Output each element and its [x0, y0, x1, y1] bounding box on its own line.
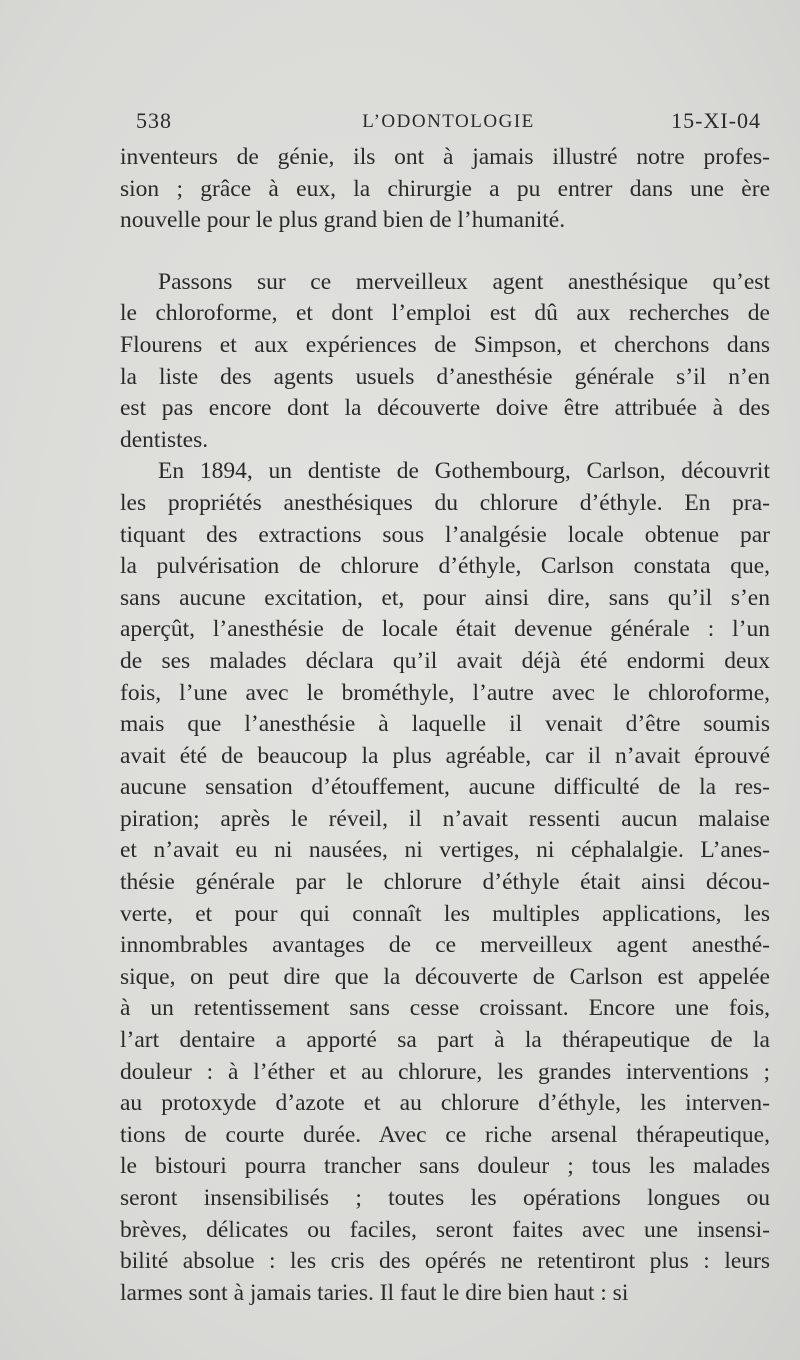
text-line: mais que l’anesthésie à laquelle il venait d’être soumis: [120, 711, 770, 738]
text-line: nouvelle pour le plus grand bien de l’humanité.: [120, 207, 566, 234]
text-line: inventeurs de génie, ils ont à jamais illustré notre profes-: [120, 144, 770, 170]
text-line: le bistouri pourra trancher sans douleur ; tous les malades: [120, 1153, 770, 1180]
text-line: piration; après le réveil, il n’avait ressenti aucun malaise: [120, 805, 770, 832]
running-header: [136, 108, 761, 138]
text-line: aperçût, l’anesthésie de locale était devenue générale : l’un: [120, 616, 770, 643]
paragraph-gap: [120, 237, 770, 267]
text-line: douleur : à l’éther et au chlorure, les grandes interventions ;: [120, 1058, 770, 1085]
text-line: la liste des agents usuels d’anesthésie générale s’il n’en: [120, 363, 770, 390]
text-line: le chloroforme, et dont l’emploi est dû aux recherches de: [120, 300, 770, 327]
text-line: Flourens et aux expériences de Simpson, et cherchons dans: [120, 331, 770, 358]
text-line: avait été de beaucoup la plus agréable, car il n’avait éprouvé: [120, 742, 770, 769]
text-line: au protoxyde d’azote et au chlorure d’éthyle, les interven-: [120, 1090, 770, 1117]
text-line: Passons sur ce merveilleux agent anesthésique qu’est: [158, 268, 770, 295]
issue-date: 15-XI-04: [671, 108, 761, 133]
text-line: à un retentissement sans cesse croissant. Encore une fois,: [120, 995, 770, 1022]
text-line: dentistes.: [120, 426, 209, 453]
text-line: bilité absolue : les cris des opérés ne retentiront plus : leurs: [120, 1248, 770, 1275]
text-line: tions de courte durée. Avec ce riche arsenal thérapeutique,: [120, 1121, 770, 1148]
page-number: 538: [136, 108, 172, 133]
text-line: brèves, délicates ou faciles, seront faites avec une insensi-: [120, 1216, 770, 1243]
text-line: tiquant des extractions sous l’analgésie locale obtenue par: [120, 521, 770, 548]
text-line: est pas encore dont la découverte doive être attribuée à des: [120, 395, 770, 422]
body-text: [120, 142, 770, 1309]
text-line: thésie générale par le chlorure d’éthyle était ainsi décou-: [120, 869, 770, 896]
text-line: sans aucune excitation, et, pour ainsi dire, sans qu’il s’en: [120, 584, 770, 611]
text-line: aucune sensation d’étouffement, aucune difficulté de la res-: [120, 774, 770, 801]
paragraph: [120, 142, 770, 237]
paragraph: [120, 267, 770, 457]
text-line: sique, on peut dire que la découverte de Carlson est appelée: [120, 963, 770, 990]
running-title: L’ODONTOLOGIE: [362, 111, 535, 132]
text-line: les propriétés anesthésiques du chlorure d’éthyle. En pra-: [120, 489, 770, 516]
text-line: fois, l’une avec le brométhyle, l’autre avec le chloroforme,: [120, 679, 770, 706]
text-line: larmes sont à jamais taries. Il faut le dire bien haut : si: [120, 1279, 629, 1306]
text-line: l’art dentaire a apporté sa part à la thérapeutique de la: [120, 1027, 770, 1054]
text-line: de ses malades déclara qu’il avait déjà été endormi deux: [120, 647, 770, 674]
text-line: et n’avait eu ni nausées, ni vertiges, ni céphalalgie. L’anes-: [120, 837, 770, 864]
text-line: la pulvérisation de chlorure d’éthyle, Carlson constata que,: [120, 553, 770, 580]
text-line: innombrables avantages de ce merveilleux agent anesthé-: [120, 932, 770, 959]
text-line: En 1894, un dentiste de Gothembourg, Carlson, découvrit: [158, 458, 770, 485]
text-line: sion ; grâce à eux, la chirurgie a pu entrer dans une ère: [120, 175, 770, 202]
text-line: seront insensibilisés ; toutes les opérations longues ou: [120, 1185, 770, 1211]
text-line: verte, et pour qui connaît les multiples applications, les: [120, 900, 770, 927]
paragraph: [120, 456, 770, 1309]
